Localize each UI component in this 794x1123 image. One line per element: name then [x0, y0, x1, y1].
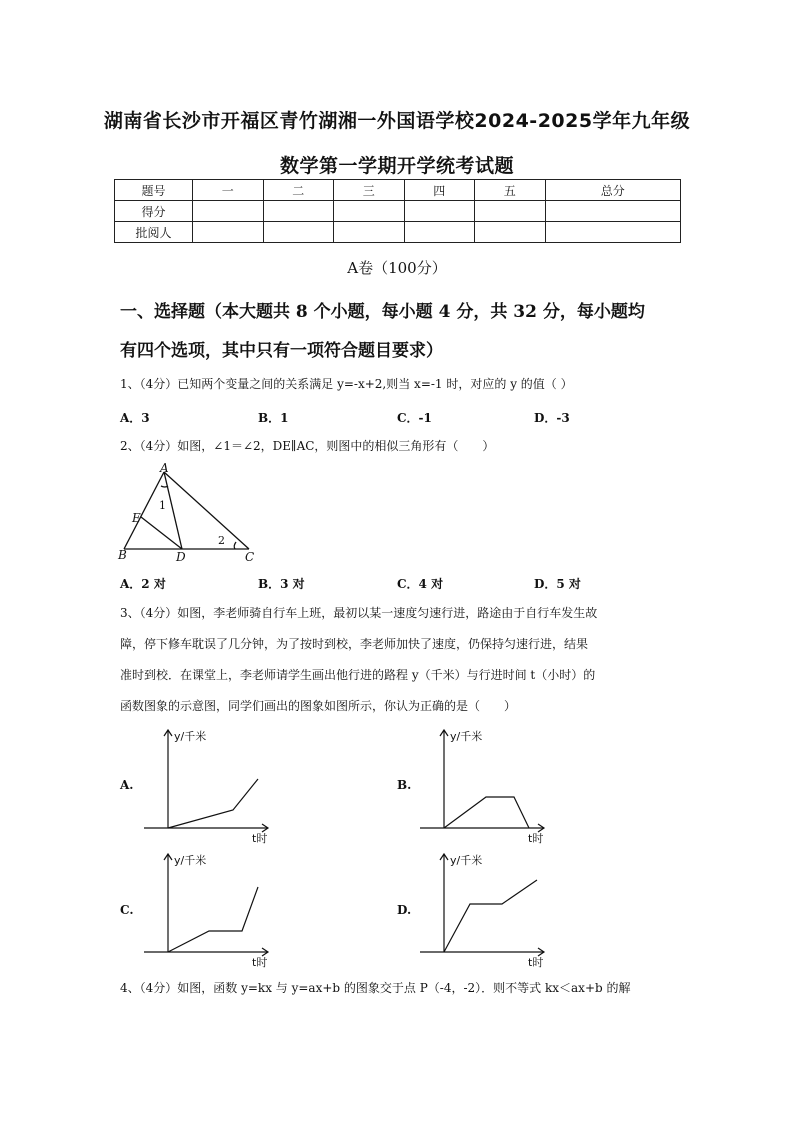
score-input-cell[interactable]: [263, 201, 334, 222]
question-3-line3: 准时到校．在课堂上，李老师请学生画出他行进的路程 y（千米）与行进时间 t（小时）的: [120, 668, 596, 682]
section1-title-line2: 有四个选项，其中只有一项符合题目要求）: [120, 341, 443, 361]
score-table-cell: 批阅人: [115, 222, 193, 243]
question-3-line2: 障，停下修车耽误了几分钟，为了按时到校，李老师加快了速度，仍保持匀速行进，结果: [120, 637, 589, 651]
score-input-cell[interactable]: [545, 201, 681, 222]
score-table-cell: 三: [334, 180, 405, 201]
exam-title-line2: 数学第一学期开学统考试题: [279, 155, 514, 177]
score-table-cell: 得分: [115, 201, 193, 222]
score-table-cell: 五: [475, 180, 546, 201]
graph-c-label[interactable]: C.: [120, 903, 134, 917]
graph-c: [140, 849, 280, 969]
angle-2-arc: [234, 542, 236, 549]
graph-a-line: [168, 779, 258, 828]
label-d: D: [176, 550, 186, 564]
graph-a-label[interactable]: A.: [120, 778, 134, 792]
reviewer-input-cell[interactable]: [334, 222, 405, 243]
question-1-stem: 1、（4分）已知两个变量之间的关系满足 y=-x+2,则当 x=-1 时，对应的 y 的值（ ）: [120, 377, 573, 391]
reviewer-input-cell[interactable]: [545, 222, 681, 243]
score-table-cell: 总分: [545, 180, 681, 201]
graph-d-x-label: t时: [528, 956, 544, 969]
q1-option-c[interactable]: C．-1: [397, 411, 432, 425]
section-a-heading: A卷（100分）: [347, 259, 447, 277]
score-table-cell: 题号: [115, 180, 193, 201]
graph-d-label[interactable]: D.: [397, 903, 412, 917]
question-3-line1: 3、（4分）如图，李老师骑自行车上班，最初以某一速度匀速行进，路途由于自行车发生故: [120, 606, 598, 620]
q1-option-a[interactable]: A．3: [120, 411, 150, 425]
segment-ac: [164, 472, 249, 549]
graph-a-x-label: t时: [252, 832, 268, 845]
score-table-cell: 四: [404, 180, 475, 201]
graph-d-y-label: y/千米: [450, 854, 483, 867]
graph-d: [416, 849, 556, 969]
score-table-header-row: [115, 180, 681, 201]
score-table-cell: 二: [263, 180, 334, 201]
graph-b-x-label: t时: [528, 832, 544, 845]
label-c: C: [245, 550, 255, 564]
score-input-cell[interactable]: [193, 201, 264, 222]
graph-d-line: [444, 880, 537, 952]
label-b: B: [118, 548, 127, 562]
score-input-cell[interactable]: [334, 201, 405, 222]
score-table-cell: 一: [193, 180, 264, 201]
q1-option-d[interactable]: D．-3: [534, 411, 570, 425]
graph-b-label[interactable]: B.: [397, 778, 412, 792]
section1-title-line1: 一、选择题（本大题共 8 个小题，每小题 4 分，共 32 分，每小题均: [120, 302, 645, 322]
label-a: A: [160, 462, 169, 475]
graph-b: [416, 725, 556, 845]
score-input-cell[interactable]: [475, 201, 546, 222]
exam-title-line1: 湖南省长沙市开福区青竹湖湘一外国语学校2024-2025学年九年级: [103, 110, 691, 132]
graph-a: [140, 725, 280, 845]
q1-option-b[interactable]: B．1: [258, 411, 289, 425]
reviewer-input-cell[interactable]: [404, 222, 475, 243]
segment-ab: [124, 472, 164, 549]
score-table-row: [115, 222, 681, 243]
graph-c-x-label: t时: [252, 956, 268, 969]
graph-a-y-label: y/千米: [174, 730, 207, 743]
label-e: E: [132, 511, 141, 525]
label-angle-2: 2: [218, 534, 225, 547]
score-table: [114, 179, 681, 243]
question-4-stem: 4、（4分）如图，函数 y=kx 与 y=ax+b 的图象交于点 P（-4，-2）．则不等式 kx＜ax+b 的解: [120, 981, 631, 995]
graph-c-y-label: y/千米: [174, 854, 207, 867]
label-angle-1: 1: [159, 499, 166, 512]
graph-b-y-label: y/千米: [450, 730, 483, 743]
q2-option-a[interactable]: A．2 对: [120, 577, 166, 591]
q2-option-c[interactable]: C．4 对: [397, 577, 444, 591]
reviewer-input-cell[interactable]: [263, 222, 334, 243]
reviewer-input-cell[interactable]: [193, 222, 264, 243]
score-table-row: [115, 201, 681, 222]
angle-1-arc: [161, 486, 168, 487]
q2-option-d[interactable]: D．5 对: [534, 577, 581, 591]
graph-b-line: [444, 797, 529, 828]
graph-c-line: [168, 887, 258, 952]
q2-option-b[interactable]: B．3 对: [258, 577, 305, 591]
question-3-line4: 函数图象的示意图，同学们画出的图象如图所示，你认为正确的是（ ）: [120, 699, 517, 713]
score-input-cell[interactable]: [404, 201, 475, 222]
reviewer-input-cell[interactable]: [475, 222, 546, 243]
question-2-stem: 2、（4分）如图，∠1＝∠2，DE∥AC，则图中的相似三角形有（ ）: [120, 439, 495, 453]
triangle-figure: [116, 462, 261, 564]
